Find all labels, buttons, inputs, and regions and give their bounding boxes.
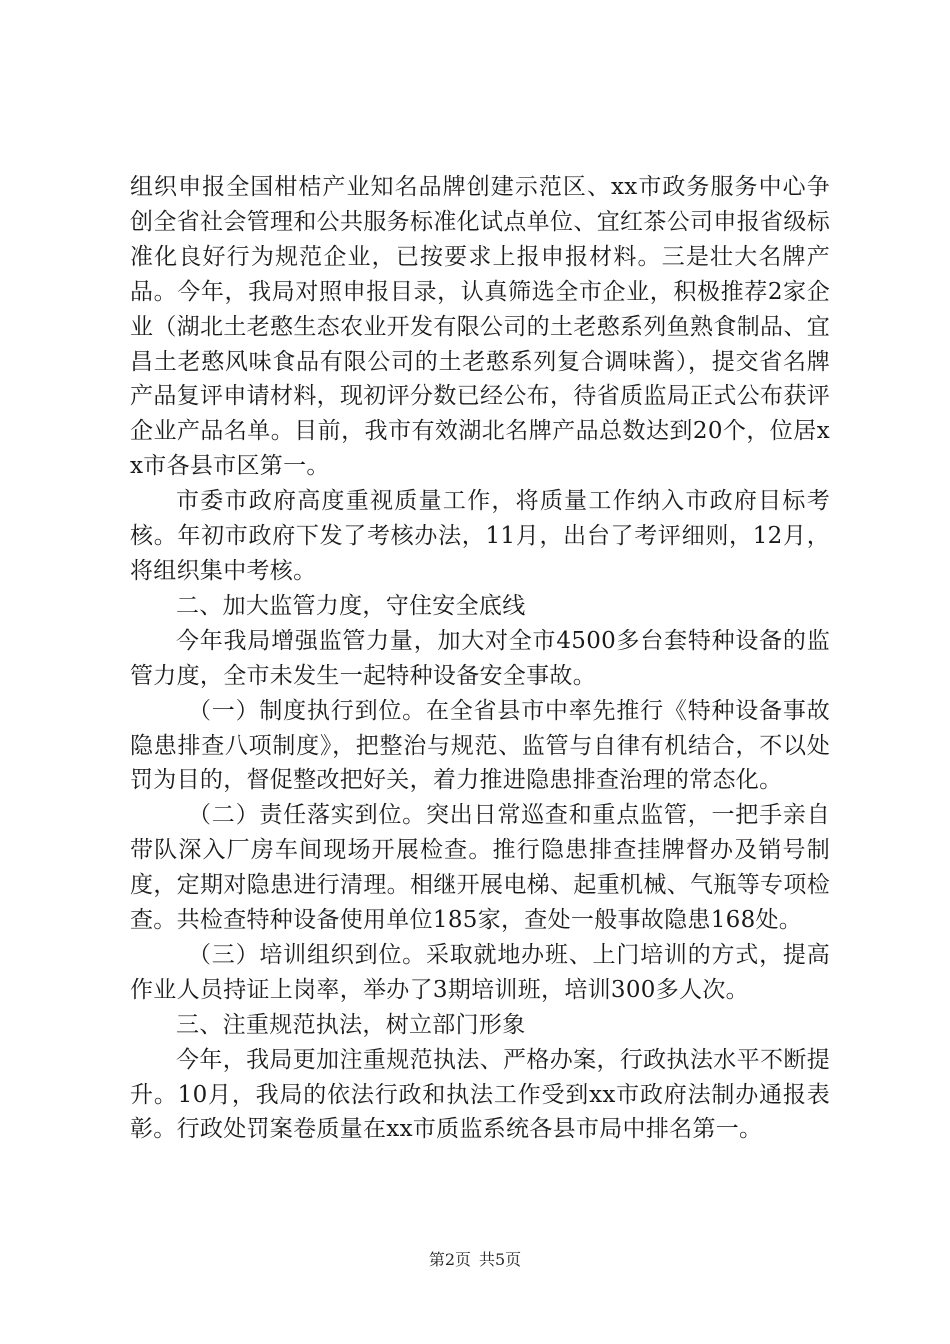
body-paragraph: 今年我局增强监管力量，加大对全市4500多台套特种设备的监管力度，全市未发生一起特种设备安全事故。	[130, 627, 830, 689]
body-paragraph: 市委市政府高度重视质量工作，将质量工作纳入市政府目标考核。年初市政府下发了考核办法，11月，出台了考评细则，12月，将组织集中考核。	[130, 488, 830, 584]
page-footer	[0, 1250, 950, 1270]
body-paragraph: （二）责任落实到位。突出日常巡查和重点监管，一把手亲自带队深入厂房车间现场开展检查。推行隐患排查挂牌督办及销号制度，定期对隐患进行清理。相继开展电梯、起重机械、气瓶等专项检查。共检查特种设备使用单位185家，查处一般事故隐患168处。	[130, 802, 830, 934]
body-paragraph: （一）制度执行到位。在全省县市中率先推行《特种设备事故隐患排查八项制度》，把整治与规范、监管与自律有机结合，不以处罚为目的，督促整改把好关，着力推进隐患排查治理的常态化。	[130, 697, 830, 794]
page-number: 第2页	[428, 1250, 471, 1269]
body-paragraph: 今年，我局更加注重规范执法、严格办案，行政执法水平不断提升。10月，我局的依法行政和执法工作受到xx市政府法制办通报表彰。行政处罚案卷质量在xx市质监系统各县市局中排名第一。	[130, 1046, 830, 1143]
section-heading: 二、加大监管力度，守住安全底线	[176, 592, 526, 619]
body-paragraph: （三）培训组织到位。采取就地办班、上门培训的方式，提高作业人员持证上岗率，举办了3期培训班，培训300多人次。	[130, 941, 830, 1003]
page-total: 共5页	[479, 1250, 522, 1269]
body-paragraph: 组织申报全国柑桔产业知名品牌创建示范区、xx市政务服务中心争创全省社会管理和公共服务标准化试点单位、宜红茶公司申报省级标准化良好行为规范企业，已按要求上报申报材料。三是壮大名牌产品。今年，我局对照申报目录，认真筛选全市企业，积极推荐2家企业（湖北土老憨生态农业开发有限公司的土老憨系列鱼熟食制品、宜昌土老憨风味食品有限公司的土老憨系列复合调味酱），提交省名牌产品复评申请材料，现初评分数已经公布，待省质监局正式公布获评企业产品名单。目前，我市有效湖北名牌产品总数达到20个，位居xx市各县市区第一。	[130, 174, 830, 480]
document-body	[130, 170, 830, 1147]
section-heading: 三、注重规范执法，树立部门形象	[176, 1011, 526, 1038]
